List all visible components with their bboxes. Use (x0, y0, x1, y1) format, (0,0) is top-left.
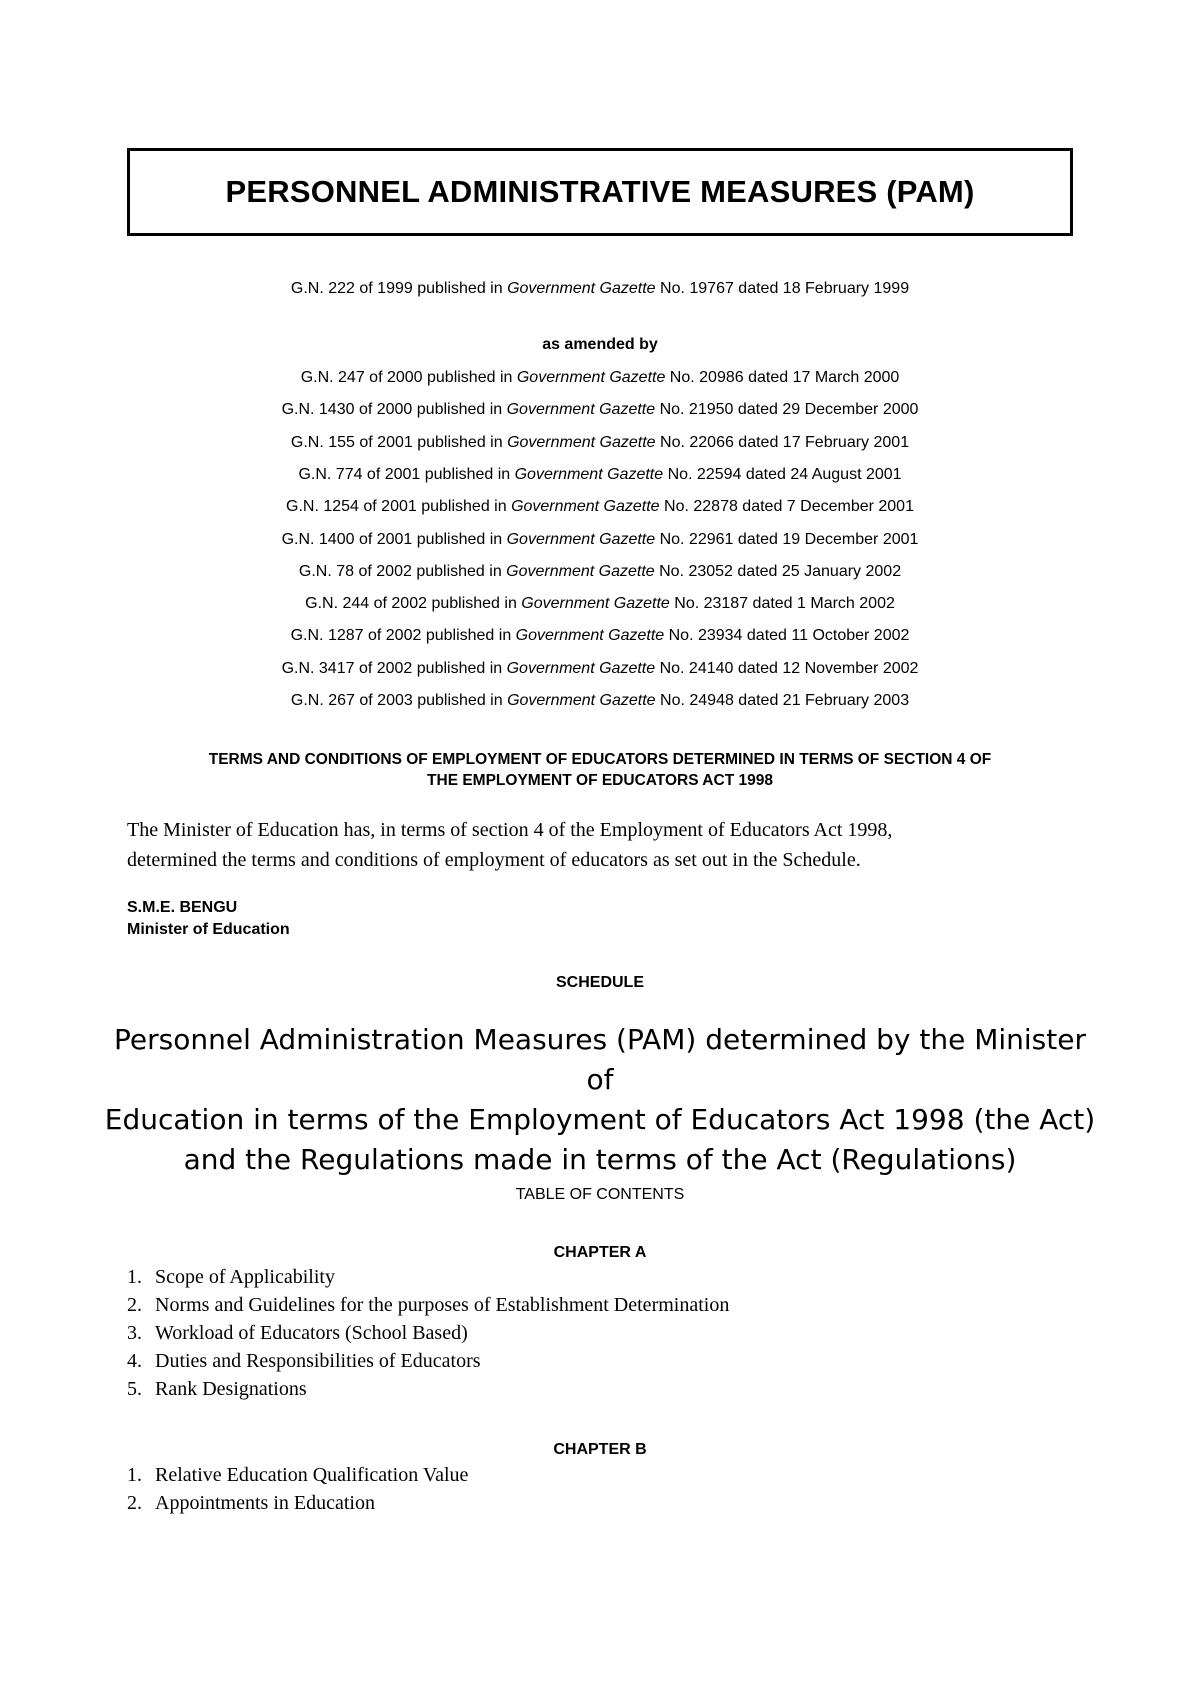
intro-line2: determined the terms and conditions of employment of educators as set out in the Schedule. (127, 849, 861, 871)
schedule-title-line3: and the Regulations made in terms of the Act (Regulations) (183, 1143, 1017, 1176)
amendment-line: G.N. 3417 of 2002 published in Government Gazette No. 24140 dated 12 November 2002 (281, 659, 919, 677)
title-box (127, 148, 1073, 236)
toc-item: 1. Scope of Applicability (127, 1266, 335, 1288)
toc-item: 5. Rank Designations (127, 1378, 307, 1400)
notice-prefix: G.N. 222 of 1999 published in (290, 280, 508, 297)
schedule-title-line1: Personnel Administration Measures (PAM) determined by the Minister of (114, 1023, 1086, 1096)
toc-item: 1. Relative Education Qualification Value (127, 1464, 469, 1486)
notice-gazette: Government Gazette (507, 280, 656, 297)
amendment-line: G.N. 1430 of 2000 published in Government Gazette No. 21950 dated 29 December 2000 (281, 401, 919, 419)
amendment-line: G.N. 247 of 2000 published in Government Gazette No. 20986 dated 17 March 2000 (300, 369, 900, 386)
amendment-line: G.N. 78 of 2002 published in Government Gazette No. 23052 dated 25 January 2002 (298, 562, 902, 580)
chapter-a-list (127, 1263, 729, 1403)
notice-suffix: No. 19767 dated 18 February 1999 (655, 280, 910, 297)
terms-heading-line1: TERMS AND CONDITIONS OF EMPLOYMENT OF EDUCATORS DETERMINED IN TERMS OF SECTION 4 OF (208, 751, 992, 768)
signatory-name: S.M.E. BENGU (127, 899, 238, 916)
amendment-line: G.N. 1254 of 2001 published in Government Gazette No. 22878 dated 7 December 2001 (286, 498, 914, 516)
intro-paragraph (127, 815, 1087, 875)
original-notice (0, 280, 1200, 298)
toc-label: TABLE OF CONTENTS (515, 1186, 685, 1203)
amendment-line: G.N. 155 of 2001 published in Government Gazette No. 22066 dated 17 February 2001 (290, 433, 910, 451)
document-title: PERSONNEL ADMINISTRATIVE MEASURES (PAM) (225, 174, 975, 209)
intro-line1: The Minister of Education has, in terms of section 4 of the Employment of Educators Act 1998, (127, 819, 893, 841)
schedule-title-line2: Education in terms of the Employment of Educators Act 1998 (the Act) (104, 1103, 1096, 1136)
chapter-b-label: CHAPTER B (553, 1441, 647, 1458)
chapter-b-list (127, 1461, 468, 1517)
amended-by-label: as amended by (542, 336, 658, 353)
toc-item: 2. Appointments in Education (127, 1492, 375, 1514)
signature-block (127, 897, 290, 941)
amendment-line: G.N. 774 of 2001 published in Government Gazette No. 22594 dated 24 August 2001 (298, 465, 902, 483)
toc-item: 3. Workload of Educators (School Based) (127, 1322, 468, 1344)
toc-item: 4. Duties and Responsibilities of Educators (127, 1350, 481, 1372)
terms-heading-line2: THE EMPLOYMENT OF EDUCATORS ACT 1998 (427, 772, 773, 789)
signatory-title: Minister of Education (127, 921, 290, 938)
schedule-title (100, 1020, 1100, 1180)
chapter-a-label: CHAPTER A (553, 1244, 647, 1261)
schedule-label: SCHEDULE (555, 974, 644, 991)
amendment-line: G.N. 1400 of 2001 published in Government Gazette No. 22961 dated 19 December 2001 (281, 530, 919, 548)
amendment-line: G.N. 1287 of 2002 published in Government Gazette No. 23934 dated 11 October 2002 (290, 627, 910, 645)
amendment-line: G.N. 267 of 2003 published in Government Gazette No. 24948 dated 21 February 2003 (290, 692, 910, 709)
terms-heading (130, 749, 1070, 791)
amendment-line: G.N. 244 of 2002 published in Government Gazette No. 23187 dated 1 March 2002 (305, 595, 895, 613)
toc-item: 2. Norms and Guidelines for the purposes of Establishment Determination (127, 1294, 730, 1316)
